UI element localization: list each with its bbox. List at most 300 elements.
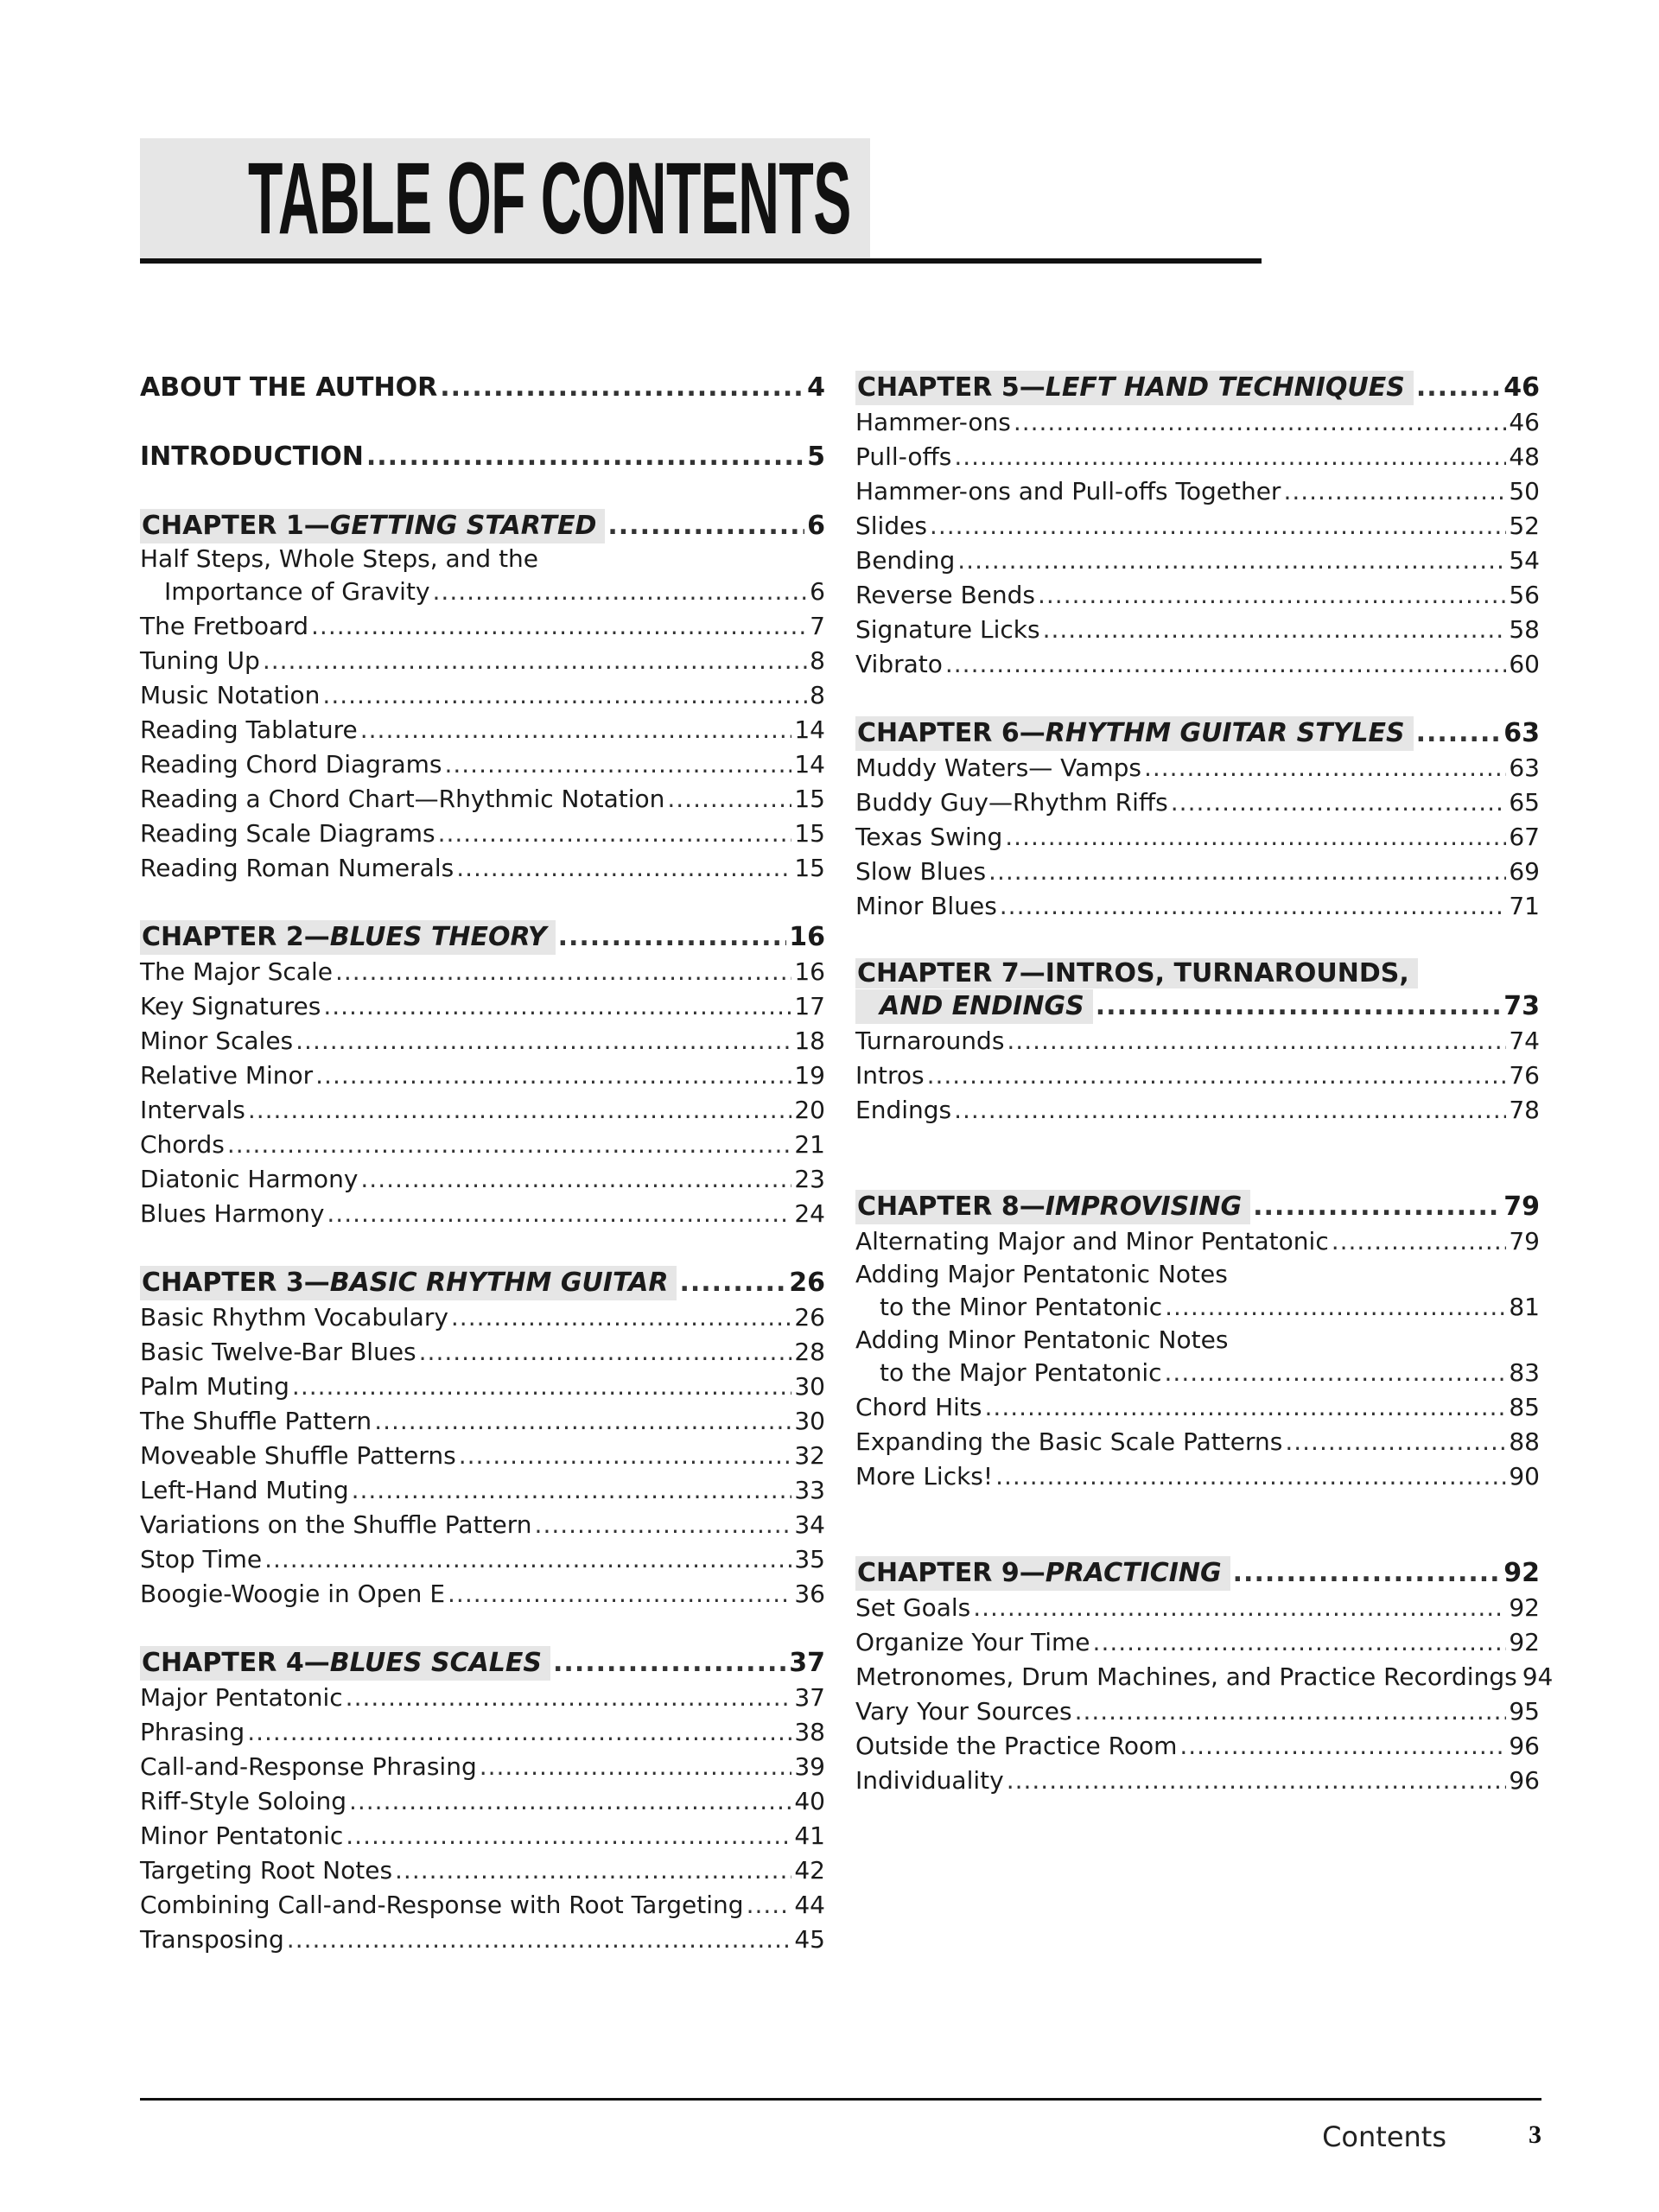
toc-entry[interactable] bbox=[140, 1024, 825, 1058]
toc-entry-page: 46 bbox=[1509, 408, 1540, 436]
toc-entry-label: Stop Time bbox=[140, 1545, 263, 1573]
toc-entry-page: 69 bbox=[1509, 857, 1540, 886]
toc-entry-page: 58 bbox=[1509, 615, 1540, 644]
toc-entry-label: Palm Muting bbox=[140, 1372, 289, 1401]
toc-entry-label: Moveable Shuffle Patterns bbox=[140, 1441, 456, 1470]
toc-entry[interactable] bbox=[140, 1473, 825, 1508]
toc-entry[interactable] bbox=[140, 1093, 825, 1128]
dot-leader bbox=[292, 1370, 791, 1404]
chapter-heading[interactable] bbox=[140, 1646, 825, 1681]
toc-entry-page: 33 bbox=[794, 1476, 825, 1504]
toc-entry-page: 60 bbox=[1509, 650, 1540, 678]
chapter-title: INTROS, TURNAROUNDS, bbox=[1045, 958, 1409, 988]
dot-leader bbox=[366, 440, 804, 474]
toc-entry-label: Hammer-ons and Pull-offs Together bbox=[855, 477, 1281, 505]
chapter-prefix: CHAPTER 4— bbox=[142, 1648, 330, 1678]
dot-leader bbox=[747, 1888, 792, 1923]
toc-entry-label: Bending bbox=[855, 546, 956, 575]
chapter-page: 6 bbox=[807, 511, 825, 541]
toc-entry[interactable] bbox=[140, 1577, 825, 1611]
toc-entry-label: Reverse Bends bbox=[855, 581, 1035, 609]
toc-entry-page: 54 bbox=[1509, 546, 1540, 575]
toc-entry-page: 78 bbox=[1509, 1096, 1540, 1124]
toc-entry-page: 17 bbox=[794, 992, 825, 1020]
dot-leader bbox=[247, 1715, 791, 1750]
toc-entry-label: The Fretboard bbox=[140, 612, 309, 640]
toc-entry[interactable] bbox=[855, 1625, 1540, 1660]
dot-leader bbox=[296, 1024, 791, 1058]
toc-entry-page: 92 bbox=[1509, 1628, 1540, 1656]
page-footer bbox=[140, 2098, 1541, 2153]
toc-entry-label: Pull-offs bbox=[855, 442, 952, 471]
chapter-title: RHYTHM GUITAR STYLES bbox=[1045, 718, 1405, 748]
toc-entry-label: Importance of Gravity bbox=[164, 577, 430, 606]
chapter-page: 73 bbox=[1503, 991, 1540, 1021]
toc-entry[interactable] bbox=[140, 1888, 825, 1923]
toc-entry-label: Relative Minor bbox=[140, 1061, 314, 1090]
dot-leader bbox=[459, 1439, 792, 1473]
toc-entry-line1[interactable]: Adding Minor Pentatonic Notes bbox=[855, 1325, 1229, 1354]
chapter-heading-shade bbox=[140, 509, 605, 543]
dot-leader bbox=[1171, 785, 1507, 820]
dot-leader bbox=[558, 920, 787, 955]
toc-entry-line1[interactable]: Adding Major Pentatonic Notes bbox=[855, 1260, 1228, 1288]
page-header bbox=[140, 138, 1262, 264]
toc-entry-label: Key Signatures bbox=[140, 992, 321, 1020]
page-title: TABLE OF CONTENTS bbox=[248, 142, 851, 256]
toc-entry[interactable] bbox=[855, 785, 1540, 820]
toc-entry-page: 34 bbox=[794, 1510, 825, 1539]
chapter-heading-shade bbox=[140, 1646, 550, 1681]
toc-entry-label: Slides bbox=[855, 512, 927, 540]
dot-leader bbox=[1043, 613, 1507, 647]
toc-entry[interactable] bbox=[140, 1923, 825, 1957]
toc-entry[interactable] bbox=[855, 1660, 1554, 1694]
chapter-prefix: CHAPTER 6— bbox=[857, 718, 1046, 748]
toc-entry-line1[interactable]: Half Steps, Whole Steps, and the bbox=[140, 544, 539, 573]
chapter-heading-shade bbox=[855, 716, 1414, 751]
dot-leader bbox=[1144, 751, 1506, 785]
toc-entry[interactable] bbox=[855, 613, 1540, 647]
toc-entry[interactable] bbox=[855, 440, 1540, 474]
toc-entry-label: Metronomes, Drum Machines, and Practice Recordings bbox=[855, 1662, 1517, 1691]
dot-leader bbox=[327, 1197, 791, 1231]
dot-leader bbox=[448, 1577, 791, 1611]
dot-leader bbox=[995, 1459, 1506, 1494]
dot-leader bbox=[988, 855, 1506, 889]
front-matter-section bbox=[140, 371, 825, 405]
dot-leader bbox=[322, 678, 807, 713]
toc-entry[interactable] bbox=[140, 609, 825, 644]
toc-entry-label: Endings bbox=[855, 1096, 952, 1124]
dot-leader bbox=[954, 440, 1506, 474]
toc-entry-page: 94 bbox=[1522, 1662, 1554, 1691]
toc-entry-label: Intros bbox=[855, 1061, 925, 1090]
toc-entry[interactable] bbox=[855, 509, 1540, 543]
toc-entry-label: Targeting Root Notes bbox=[140, 1856, 393, 1885]
toc-entry[interactable] bbox=[855, 543, 1540, 578]
toc-entry[interactable] bbox=[140, 1819, 825, 1853]
chapter-prefix: CHAPTER 8— bbox=[857, 1192, 1046, 1222]
toc-entry-page: 37 bbox=[794, 1683, 825, 1712]
chapter-heading-line2 bbox=[855, 989, 1540, 1024]
toc-entry-label: Music Notation bbox=[140, 681, 321, 709]
dot-leader bbox=[1075, 1694, 1507, 1729]
chapter-heading[interactable] bbox=[855, 371, 1540, 405]
dot-leader bbox=[1179, 1729, 1506, 1764]
chapter-title: BLUES SCALES bbox=[329, 1648, 543, 1678]
toc-entry-label: Riff-Style Soloing bbox=[140, 1787, 346, 1815]
chapter-section bbox=[140, 509, 825, 886]
front-matter-page: 4 bbox=[807, 372, 825, 403]
toc-entry-label: Individuality bbox=[855, 1766, 1004, 1795]
toc-entry-page: 16 bbox=[794, 957, 825, 986]
toc-entry-page: 30 bbox=[794, 1372, 825, 1401]
dot-leader bbox=[945, 647, 1506, 682]
toc-entry[interactable] bbox=[140, 644, 825, 678]
dot-leader bbox=[1285, 1425, 1506, 1459]
toc-entry-page: 35 bbox=[794, 1545, 825, 1573]
toc-entry[interactable] bbox=[140, 1508, 825, 1542]
chapter-heading-shade bbox=[140, 920, 556, 955]
dot-leader bbox=[957, 543, 1506, 578]
toc-entry-page: 19 bbox=[794, 1061, 825, 1090]
toc-entry[interactable] bbox=[855, 1356, 1540, 1390]
chapter-heading[interactable] bbox=[855, 1556, 1540, 1591]
toc-entry[interactable] bbox=[855, 1459, 1540, 1494]
toc-entry-page: 21 bbox=[794, 1130, 825, 1159]
chapter-section bbox=[855, 716, 1540, 924]
toc-entry[interactable] bbox=[140, 1542, 825, 1577]
dot-leader bbox=[679, 1266, 786, 1300]
toc-entry[interactable] bbox=[855, 647, 1540, 682]
toc-entry-page: 8 bbox=[810, 646, 825, 675]
front-matter-label: ABOUT THE AUTHOR bbox=[140, 372, 438, 403]
toc-entry[interactable] bbox=[140, 747, 825, 782]
toc-entry-label: Combining Call-and-Response with Root Targeting bbox=[140, 1891, 744, 1919]
toc-column-left bbox=[140, 371, 825, 1992]
toc-entry-label: Vibrato bbox=[855, 650, 943, 678]
toc-entry[interactable] bbox=[140, 575, 825, 609]
chapter-heading-shade bbox=[855, 1556, 1230, 1591]
toc-entry[interactable] bbox=[140, 1784, 825, 1819]
dot-leader bbox=[1014, 405, 1507, 440]
toc-entry[interactable] bbox=[855, 1024, 1540, 1058]
chapter-page: 16 bbox=[789, 922, 825, 952]
toc-entry-label: Variations on the Shuffle Pattern bbox=[140, 1510, 532, 1539]
dot-leader bbox=[1007, 1024, 1506, 1058]
toc-entry[interactable] bbox=[855, 1425, 1540, 1459]
dot-leader bbox=[1283, 474, 1506, 509]
chapter-heading-line1 bbox=[855, 958, 1540, 989]
toc-entry-label: Expanding the Basic Scale Patterns bbox=[855, 1427, 1283, 1456]
toc-entry-page: 15 bbox=[794, 785, 825, 813]
toc-entry-label: Organize Your Time bbox=[855, 1628, 1090, 1656]
chapter-heading[interactable] bbox=[855, 1190, 1540, 1224]
front-matter-entry[interactable] bbox=[140, 440, 825, 474]
dot-leader bbox=[360, 1162, 791, 1197]
toc-entry-label: Transposing bbox=[140, 1925, 284, 1954]
dot-leader bbox=[930, 509, 1506, 543]
dot-leader bbox=[346, 1819, 791, 1853]
toc-entry-page: 74 bbox=[1509, 1027, 1540, 1055]
toc-entry-label: Minor Scales bbox=[140, 1027, 294, 1055]
toc-entry-label: Chord Hits bbox=[855, 1393, 982, 1421]
toc-entry-label: Boogie-Woogie in Open E bbox=[140, 1580, 446, 1608]
toc-entry-page: 41 bbox=[794, 1821, 825, 1850]
chapter-title: LEFT HAND TECHNIQUES bbox=[1045, 372, 1405, 403]
toc-entry-label: Alternating Major and Minor Pentatonic bbox=[855, 1227, 1329, 1255]
dot-leader bbox=[444, 747, 791, 782]
dot-leader bbox=[1038, 578, 1506, 613]
dot-leader bbox=[419, 1335, 792, 1370]
chapter-heading[interactable] bbox=[855, 958, 1540, 1024]
dot-leader bbox=[263, 644, 807, 678]
chapter-page: 37 bbox=[789, 1648, 825, 1678]
dot-leader bbox=[1253, 1190, 1501, 1224]
toc-entry-page: 44 bbox=[794, 1891, 825, 1919]
toc-entry[interactable] bbox=[855, 1764, 1540, 1798]
toc-entry[interactable] bbox=[855, 855, 1540, 889]
dot-leader bbox=[1000, 889, 1507, 924]
chapter-page: 92 bbox=[1503, 1558, 1540, 1588]
dot-leader bbox=[1007, 1764, 1507, 1798]
toc-entry[interactable] bbox=[140, 1197, 825, 1231]
dot-leader bbox=[433, 575, 808, 609]
toc-entry-label: Reading Roman Numerals bbox=[140, 854, 454, 882]
toc-entry-page: 45 bbox=[794, 1925, 825, 1954]
dot-leader bbox=[1416, 371, 1501, 405]
toc-entry-label: Tuning Up bbox=[140, 646, 260, 675]
toc-entry-page: 90 bbox=[1509, 1462, 1540, 1491]
toc-entry-page: 96 bbox=[1509, 1732, 1540, 1760]
dot-leader bbox=[311, 609, 807, 644]
toc-entry-label: Major Pentatonic bbox=[140, 1683, 343, 1712]
dot-leader bbox=[667, 782, 791, 817]
toc-entry[interactable] bbox=[140, 1370, 825, 1404]
toc-entry[interactable] bbox=[140, 1439, 825, 1473]
toc-entry[interactable] bbox=[140, 1681, 825, 1715]
toc-entry[interactable] bbox=[140, 1715, 825, 1750]
toc-entry-label: Phrasing bbox=[140, 1718, 245, 1746]
toc-entry[interactable] bbox=[140, 678, 825, 713]
toc-entry[interactable] bbox=[140, 989, 825, 1024]
toc-entry-label: Reading Chord Diagrams bbox=[140, 750, 442, 779]
dot-leader bbox=[264, 1542, 791, 1577]
toc-entry-label: to the Major Pentatonic bbox=[880, 1358, 1162, 1387]
toc-entry-page: 52 bbox=[1509, 512, 1540, 540]
footer-rule bbox=[140, 2098, 1541, 2101]
dot-leader bbox=[349, 1784, 791, 1819]
dot-leader bbox=[1332, 1224, 1507, 1259]
dot-leader bbox=[1165, 1356, 1507, 1390]
chapter-prefix: CHAPTER 9— bbox=[857, 1558, 1046, 1588]
dot-leader bbox=[438, 817, 792, 851]
chapter-heading[interactable] bbox=[140, 509, 825, 543]
toc-entry-label: Turnarounds bbox=[855, 1027, 1005, 1055]
toc-entry-page: 39 bbox=[794, 1752, 825, 1781]
dot-leader bbox=[1093, 1625, 1507, 1660]
dot-leader bbox=[315, 1058, 791, 1093]
toc-entry-page: 38 bbox=[794, 1718, 825, 1746]
dot-leader bbox=[451, 1300, 791, 1335]
chapter-title: BLUES THEORY bbox=[329, 922, 547, 952]
toc-entry-label: Basic Twelve-Bar Blues bbox=[140, 1338, 416, 1366]
toc-entry[interactable] bbox=[855, 578, 1540, 613]
toc-entry-page: 65 bbox=[1509, 788, 1540, 817]
front-matter-label: INTRODUCTION bbox=[140, 442, 364, 472]
dot-leader bbox=[287, 1923, 792, 1957]
toc-entry[interactable] bbox=[855, 405, 1540, 440]
dot-leader bbox=[954, 1093, 1506, 1128]
front-matter-section bbox=[140, 440, 825, 474]
toc-entry-label: Call-and-Response Phrasing bbox=[140, 1752, 477, 1781]
chapter-title: PRACTICING bbox=[1045, 1558, 1222, 1588]
toc-entry-page: 96 bbox=[1509, 1766, 1540, 1795]
chapter-page: 46 bbox=[1503, 372, 1540, 403]
toc-entry-page: 15 bbox=[794, 819, 825, 848]
toc-entry[interactable] bbox=[140, 817, 825, 851]
toc-entry[interactable] bbox=[855, 1694, 1540, 1729]
title-rule bbox=[140, 258, 1262, 264]
toc-entry[interactable] bbox=[855, 820, 1540, 855]
toc-entry-page: 71 bbox=[1509, 892, 1540, 920]
dot-leader bbox=[1416, 716, 1502, 751]
toc-entry[interactable] bbox=[855, 1058, 1540, 1093]
toc-entry-label: More Licks! bbox=[855, 1462, 994, 1491]
toc-entry-page: 92 bbox=[1509, 1593, 1540, 1622]
toc-entry[interactable] bbox=[855, 751, 1540, 785]
dot-leader bbox=[335, 955, 791, 989]
toc-entry-label: Texas Swing bbox=[855, 823, 1003, 851]
chapter-page: 79 bbox=[1503, 1192, 1540, 1222]
front-matter-entry[interactable] bbox=[140, 371, 825, 405]
toc-entry[interactable] bbox=[855, 1093, 1540, 1128]
toc-entry-page: 28 bbox=[794, 1338, 825, 1366]
chapter-section bbox=[855, 371, 1540, 682]
chapter-title: IMPROVISING bbox=[1045, 1192, 1243, 1222]
toc-entry-label: Basic Rhythm Vocabulary bbox=[140, 1303, 448, 1332]
chapter-section bbox=[855, 1556, 1554, 1798]
toc-entry[interactable] bbox=[140, 1335, 825, 1370]
dot-leader bbox=[607, 509, 804, 543]
dot-leader bbox=[927, 1058, 1507, 1093]
chapter-heading[interactable] bbox=[140, 920, 825, 955]
toc-column-right bbox=[855, 371, 1554, 1833]
toc-entry-page: 14 bbox=[794, 750, 825, 779]
toc-entry-page: 81 bbox=[1509, 1293, 1540, 1321]
chapter-title-line2 bbox=[855, 989, 1093, 1024]
chapter-section bbox=[140, 1646, 825, 1957]
dot-leader bbox=[248, 1093, 792, 1128]
toc-entry[interactable] bbox=[140, 851, 825, 886]
toc-entry-label: Minor Blues bbox=[855, 892, 997, 920]
toc-entry-page: 14 bbox=[794, 715, 825, 744]
chapter-section bbox=[855, 958, 1540, 1128]
toc-entry-page: 40 bbox=[794, 1787, 825, 1815]
toc-entry-label: Signature Licks bbox=[855, 615, 1040, 644]
toc-entry-label: Intervals bbox=[140, 1096, 245, 1124]
chapter-heading-shade bbox=[140, 1266, 677, 1300]
chapter-title: GETTING STARTED bbox=[329, 511, 597, 541]
toc-entry[interactable] bbox=[140, 1058, 825, 1093]
dot-leader bbox=[395, 1853, 791, 1888]
chapter-title: BASIC RHYTHM GUITAR bbox=[329, 1268, 669, 1298]
dot-leader bbox=[553, 1646, 786, 1681]
toc-entry[interactable] bbox=[140, 1162, 825, 1197]
toc-entry-label: Outside the Practice Room bbox=[855, 1732, 1178, 1760]
toc-entry-label: Blues Harmony bbox=[140, 1199, 325, 1228]
toc-entry[interactable] bbox=[855, 1591, 1540, 1625]
toc-entry[interactable] bbox=[140, 782, 825, 817]
chapter-section bbox=[855, 1190, 1540, 1494]
chapter-heading-shade bbox=[855, 958, 1418, 988]
chapter-heading[interactable] bbox=[140, 1266, 825, 1300]
toc-entry-page: 88 bbox=[1509, 1427, 1540, 1456]
toc-entry-page: 23 bbox=[794, 1165, 825, 1193]
toc-entry[interactable] bbox=[855, 1224, 1540, 1259]
toc-entry-page: 7 bbox=[810, 612, 825, 640]
toc-entry-page: 42 bbox=[794, 1856, 825, 1885]
footer-label: Contents bbox=[1322, 2120, 1446, 2153]
dot-leader bbox=[985, 1390, 1507, 1425]
chapter-heading-shade bbox=[855, 371, 1414, 405]
toc-entry-page: 50 bbox=[1509, 477, 1540, 505]
toc-entry[interactable] bbox=[140, 1300, 825, 1335]
dot-leader bbox=[374, 1404, 791, 1439]
toc-entry-page: 20 bbox=[794, 1096, 825, 1124]
toc-entry-label: Reading Tablature bbox=[140, 715, 358, 744]
dot-leader bbox=[440, 371, 804, 405]
dot-leader bbox=[360, 713, 792, 747]
chapter-prefix: CHAPTER 3— bbox=[142, 1268, 330, 1298]
toc-entry-page: 95 bbox=[1509, 1697, 1540, 1726]
toc-entry-label: Set Goals bbox=[855, 1593, 971, 1622]
toc-entry[interactable] bbox=[140, 713, 825, 747]
toc-entry-label: Vary Your Sources bbox=[855, 1697, 1072, 1726]
toc-entry[interactable] bbox=[140, 955, 825, 989]
toc-entry-page: 79 bbox=[1509, 1227, 1540, 1255]
toc-entry[interactable] bbox=[855, 889, 1540, 924]
chapter-prefix: CHAPTER 2— bbox=[142, 922, 330, 952]
chapter-page: 63 bbox=[1503, 718, 1540, 748]
toc-entry-label: Minor Pentatonic bbox=[140, 1821, 344, 1850]
toc-entry-page: 67 bbox=[1509, 823, 1540, 851]
toc-entry[interactable] bbox=[140, 1128, 825, 1162]
toc-entry-label: Diatonic Harmony bbox=[140, 1165, 359, 1193]
dot-leader bbox=[456, 851, 791, 886]
toc-entry-page: 15 bbox=[794, 854, 825, 882]
toc-entry-page: 6 bbox=[810, 577, 825, 606]
toc-entry[interactable] bbox=[855, 1290, 1540, 1325]
toc-entry-label: Slow Blues bbox=[855, 857, 987, 886]
dot-leader bbox=[1005, 820, 1506, 855]
dot-leader bbox=[346, 1681, 792, 1715]
chapter-section bbox=[140, 920, 825, 1231]
toc-entry[interactable] bbox=[140, 1853, 825, 1888]
toc-entry[interactable] bbox=[855, 1390, 1540, 1425]
chapter-prefix: CHAPTER 1— bbox=[142, 511, 330, 541]
chapter-heading-shade bbox=[855, 1190, 1250, 1224]
toc-entry-page: 36 bbox=[794, 1580, 825, 1608]
toc-entry[interactable] bbox=[855, 474, 1540, 509]
toc-entry[interactable] bbox=[855, 1729, 1540, 1764]
toc-entry-label: The Shuffle Pattern bbox=[140, 1407, 372, 1435]
toc-entry[interactable] bbox=[140, 1404, 825, 1439]
toc-entry[interactable] bbox=[140, 1750, 825, 1784]
toc-entry-page: 18 bbox=[794, 1027, 825, 1055]
chapter-heading[interactable] bbox=[855, 716, 1540, 751]
